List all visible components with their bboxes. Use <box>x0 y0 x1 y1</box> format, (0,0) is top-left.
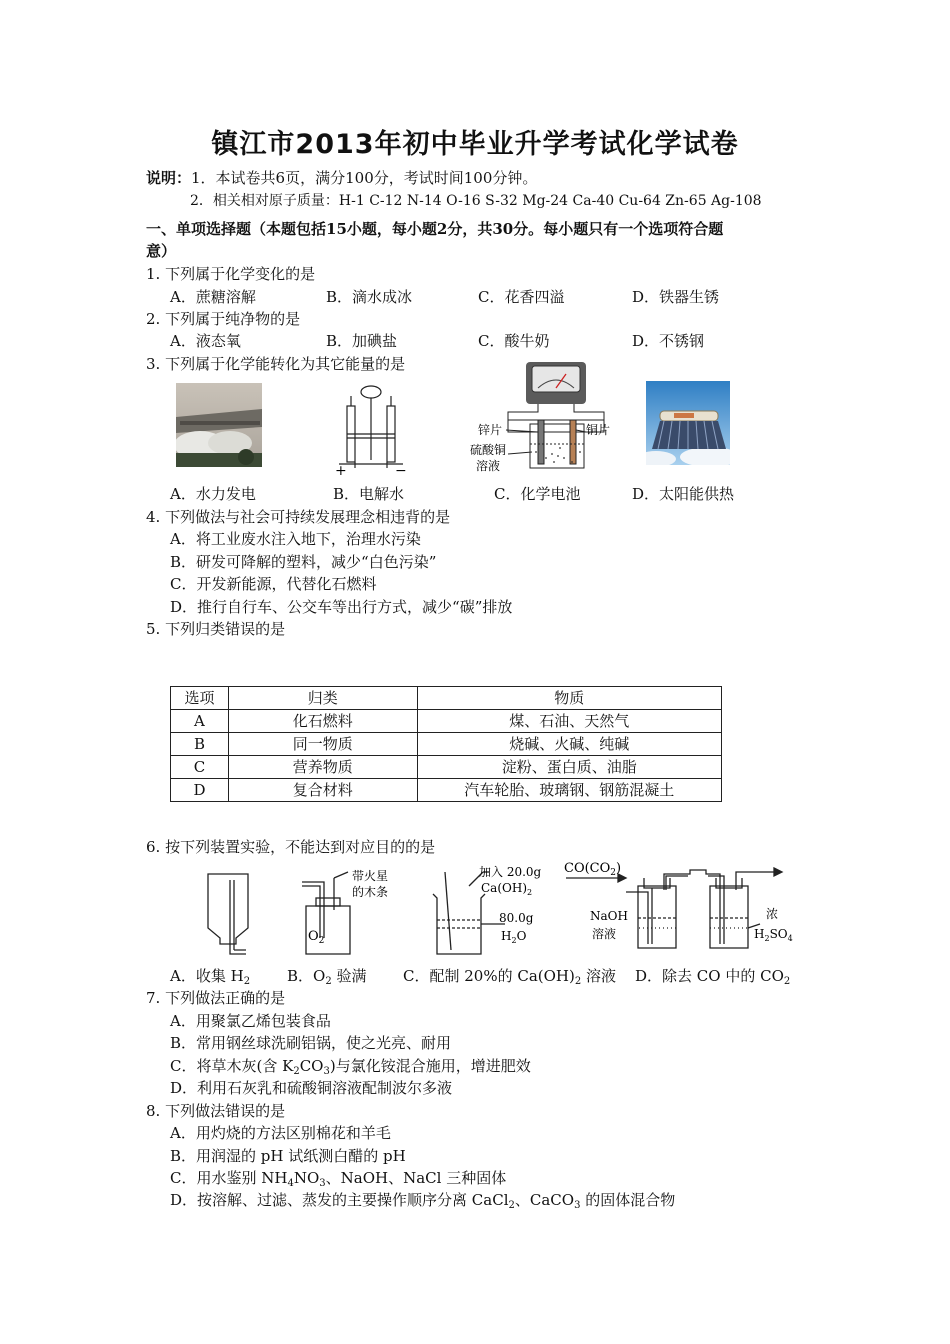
q3-option-d: D．太阳能供热 <box>632 485 735 503</box>
table-cell: 同一物质 <box>228 733 417 756</box>
q6-stem: 6. 按下列装置实验，不能达到对应目的的是 <box>146 838 436 856</box>
q3-option-a: A．水力发电 <box>170 485 256 503</box>
q5-stem: 5. 下列归类错误的是 <box>146 620 286 638</box>
table-cell: 煤、石油、天然气 <box>417 710 721 733</box>
q4-stem: 4. 下列做法与社会可持续发展理念相违背的是 <box>146 508 451 526</box>
q2-option-c: C．酸牛奶 <box>478 332 550 350</box>
q7-option-d: D．利用石灰乳和硫酸铜溶液配制波尔多液 <box>170 1079 453 1097</box>
acid-label-line2: $H_2SO_4$ <box>754 927 793 943</box>
splint-label-line1: 带火星 <box>352 869 389 883</box>
table-cell: C <box>171 756 229 779</box>
gas-purification-setup <box>560 858 800 958</box>
q3-stem: 3. 下列属于化学能转化为其它能量的是 <box>146 355 406 373</box>
table-cell: 烧碱、火碱、纯碱 <box>417 733 721 756</box>
q4-option-b: B．研发可降解的塑料，减少“白色污染” <box>170 553 437 571</box>
table-cell: A <box>171 710 229 733</box>
q1-option-a: A．蔗糖溶解 <box>170 288 256 306</box>
section-heading-cont: 意） <box>146 242 177 260</box>
q7-option-a: A．用聚氯乙烯包装食品 <box>170 1012 331 1030</box>
q6-option-d: D．除去 CO 中的 $CO_2$ <box>635 967 791 987</box>
q1-option-b: B．滴水成冰 <box>326 288 413 306</box>
copper-plate-label: 铜片 <box>586 423 611 437</box>
table-cell: 营养物质 <box>228 756 417 779</box>
q2-option-b: B．加碘盐 <box>326 332 398 350</box>
table-row <box>171 733 722 756</box>
table-row <box>171 756 722 779</box>
table-header-cell: 物质 <box>417 687 721 710</box>
q6-option-c: C．配制 20%的 $Ca(OH)_2$ 溶液 <box>403 967 617 987</box>
solar-heater-photo <box>646 381 730 465</box>
notes-label: 说明： <box>146 169 192 187</box>
table-header-cell: 选项 <box>171 687 229 710</box>
co-gas-label: $CO(CO_2)$ <box>564 861 622 878</box>
table-cell: D <box>171 779 229 802</box>
classification-table <box>170 686 722 802</box>
q4-option-d: D．推行自行车、公交车等出行方式，减少“碳”排放 <box>170 598 513 616</box>
gas-collection-bottle <box>200 872 256 958</box>
q2-option-d: D．不锈钢 <box>632 332 705 350</box>
q8-option-a: A．用灼烧的方法区别棉花和羊毛 <box>170 1124 391 1142</box>
q4-option-c: C．开发新能源，代替化石燃料 <box>170 575 377 593</box>
table-cell: 汽车轮胎、玻璃钢、钢筋混凝土 <box>417 779 721 802</box>
solution-label-line1: 硫酸铜 <box>470 443 507 457</box>
naoh-label-line1: NaOH <box>590 909 628 923</box>
q6-option-a: A．收集 $H_2$ <box>170 967 251 987</box>
notes-item-1: 1．本试卷共6页，满分100分，考试时间100分钟。 <box>191 169 538 187</box>
q3-option-c: C．化学电池 <box>494 485 581 503</box>
page-title: 镇江市2013年初中毕业升学考试化学试卷 <box>211 129 739 160</box>
splint-label-line2: 的木条 <box>352 885 389 899</box>
water-mass-label: 80.0g <box>499 911 534 925</box>
o2-label: $O_2$ <box>308 929 325 946</box>
hydropower-photo <box>176 383 262 467</box>
solution-preparation-beaker <box>425 864 565 960</box>
q1-option-c: C．花香四溢 <box>478 288 565 306</box>
q3-option-b: B．电解水 <box>333 485 405 503</box>
table-header-row <box>171 687 722 710</box>
table-cell: 化石燃料 <box>228 710 417 733</box>
zinc-plate-label: 锌片 <box>478 423 503 437</box>
notes-line-1 <box>146 168 537 188</box>
q7-stem: 7. 下列做法正确的是 <box>146 989 286 1007</box>
table-header-cell: 归类 <box>228 687 417 710</box>
q2-option-a: A．液态氧 <box>170 332 241 350</box>
q8-stem: 8. 下列做法错误的是 <box>146 1102 286 1120</box>
q7-option-b: B．常用钢丝球洗刷铝锅，使之光亮、耐用 <box>170 1034 452 1052</box>
chemical-battery-diagram <box>468 360 618 474</box>
q8-option-b: B．用润湿的 pH 试纸测白醋的 pH <box>170 1147 406 1165</box>
q7-option-c: C．将草木灰(含 $K_2CO_3$)与氯化铵混合施用，增进肥效 <box>170 1057 531 1077</box>
oxygen-test-bottle <box>294 866 398 958</box>
table-cell: 复合材料 <box>228 779 417 802</box>
q6-option-b: B．$O_2$ 验满 <box>287 967 367 987</box>
q1-stem: 1. 下列属于化学变化的是 <box>146 265 316 283</box>
naoh-label-line2: 溶液 <box>592 927 617 941</box>
add-label-line1: 加入 20.0g <box>479 865 542 879</box>
table-row <box>171 710 722 733</box>
electrolysis-minus-label: − <box>395 463 407 476</box>
section-heading: 一、单项选择题（本题包括15小题，每小题2分，共30分。每小题只有一个选项符合题 <box>146 220 724 238</box>
solution-label-line2: 溶液 <box>476 459 501 473</box>
table-cell: B <box>171 733 229 756</box>
q8-option-c: C．用水鉴别 $NH_4NO_3$、NaOH、NaCl 三种固体 <box>170 1169 507 1189</box>
add-label-line2: $Ca(OH)_2$ <box>481 881 533 897</box>
electrolysis-plus-label: + <box>335 463 347 476</box>
q2-stem: 2. 下列属于纯净物的是 <box>146 310 301 328</box>
acid-label-line1: 浓 <box>766 907 779 921</box>
q1-option-d: D．铁器生锈 <box>632 288 720 306</box>
electrolysis-apparatus <box>333 384 409 476</box>
notes-item-2: 2．相关相对原子质量：H-1 C-12 N-14 O-16 S-32 Mg-24 Ca-40 Cu-64 Zn-65 Ag-108 <box>190 193 762 209</box>
table-row <box>171 779 722 802</box>
q4-option-a: A．将工业废水注入地下，治理水污染 <box>170 530 421 548</box>
water-label: $H_2O$ <box>501 929 527 945</box>
q8-option-d: D．按溶解、过滤、蒸发的主要操作顺序分离 CaCl$_2$、CaCO$_3$ 的固体混合物 <box>170 1191 676 1211</box>
table-cell: 淀粉、蛋白质、油脂 <box>417 756 721 779</box>
